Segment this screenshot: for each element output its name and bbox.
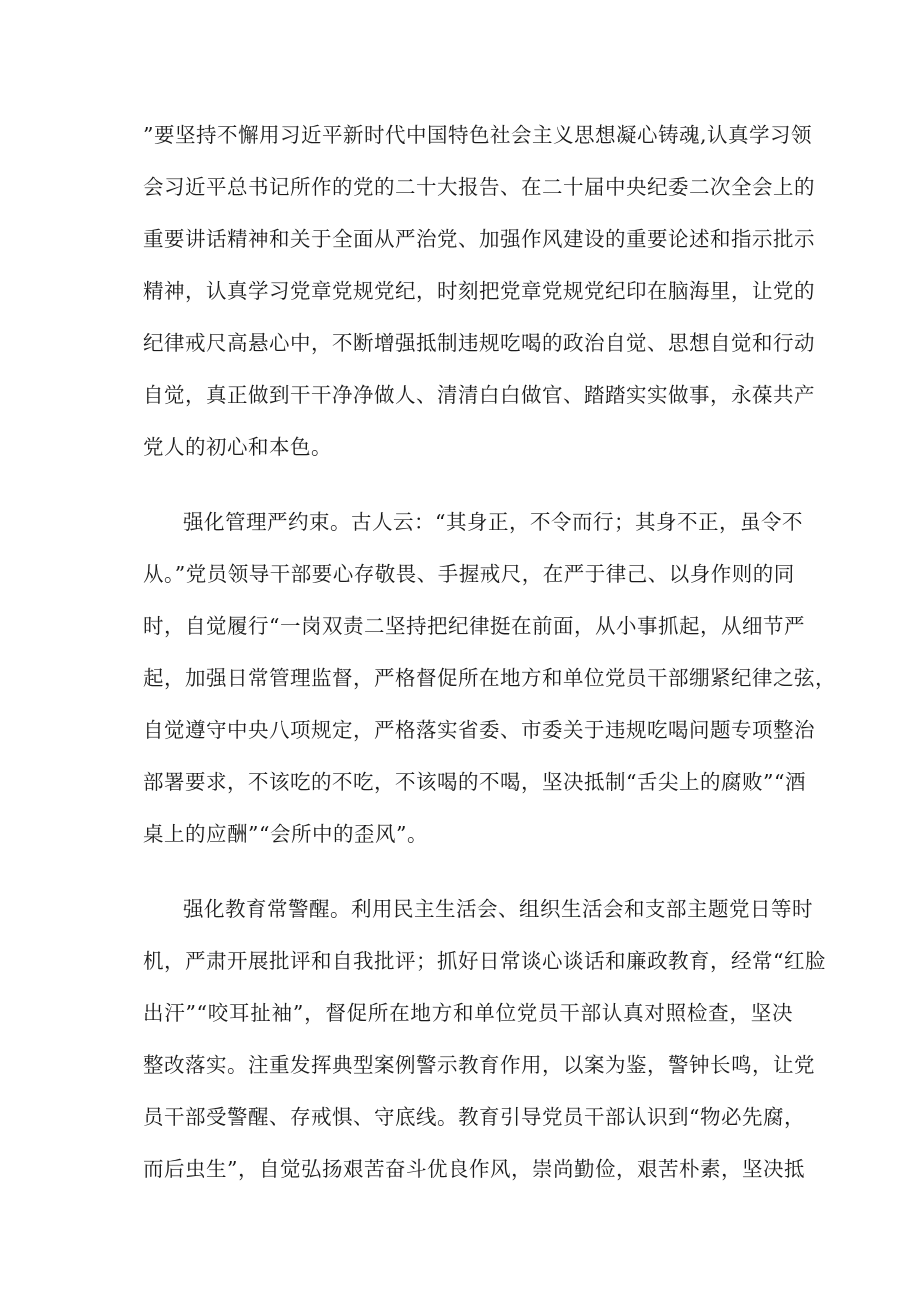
text-line: 从。”党员领导干部要心存敬畏、手握戒尺，在严于律己、以身作则的同: [143, 562, 795, 586]
text-line: 纪律戒尺高悬心中，不断增强抵制违规吃喝的政治自觉、思想自觉和行动: [143, 331, 815, 355]
text-line: 部署要求，不该吃的不吃，不该喝的不喝，坚决抵制“舌尖上的腐败”“酒: [143, 770, 806, 794]
text-line: 强化教育常警醒。利用民主生活会、组织生活会和支部主题党日等时: [183, 897, 813, 921]
text-line: 员干部受警醒、存戒惧、守底线。教育引导党员干部认识到“物必先腐，: [143, 1105, 805, 1129]
text-line: 起，加强日常管理监督，严格督促所在地方和单位党员干部绷紧纪律之弦，: [143, 666, 836, 690]
text-line: 党人的初心和本色。: [143, 435, 332, 459]
text-line: 会习近平总书记所作的党的二十大报告、在二十届中央纪委二次全会上的: [143, 175, 815, 199]
text-line: 重要讲话精神和关于全面从严治党、加强作风建设的重要论述和指示批示: [143, 227, 815, 251]
text-line: 机，严肃开展批评和自我批评；抓好日常谈心谈话和廉政教育，经常“红脸: [143, 949, 826, 973]
text-line: 出汗”“咬耳扯袖”，督促所在地方和单位党员干部认真对照检查，坚决: [143, 1001, 793, 1025]
text-line: 时，自觉履行“一岗双责二坚持把纪律挺在前面，从小事抓起，从细节严: [143, 614, 805, 638]
text-line: 桌上的应酬”“会所中的歪风”。: [143, 822, 428, 846]
text-line: 自觉遵守中央八项规定，严格落实省委、市委关于违规吃喝问题专项整治: [143, 718, 815, 742]
paragraph-1: [143, 109, 815, 473]
text-line: 整改落实。注重发挥典型案例警示教育作用，以案为鉴，警钟长鸣，让党: [143, 1053, 815, 1077]
text-line: 精神，认真学习党章党规党纪，时刻把党章党规党纪印在脑海里，让党的: [143, 279, 815, 303]
text-line: 而后虫生”，自觉弘扬艰苦奋斗优良作风，崇尚勤俭，艰苦朴素，坚决抵: [143, 1157, 805, 1181]
paragraph-3: [143, 883, 826, 1195]
paragraph-2: [143, 496, 836, 860]
text-line: ”要坚持不懈用习近平新时代中国特色社会主义思想凝心铸魂,认真学习领: [143, 123, 812, 147]
text-line: 自觉，真正做到干干净净做人、清清白白做官、踏踏实实做事，永葆共产: [143, 383, 815, 407]
text-line: 强化管理严约束。古人云：“其身正，不令而行；其身不正，虽令不: [183, 510, 803, 534]
